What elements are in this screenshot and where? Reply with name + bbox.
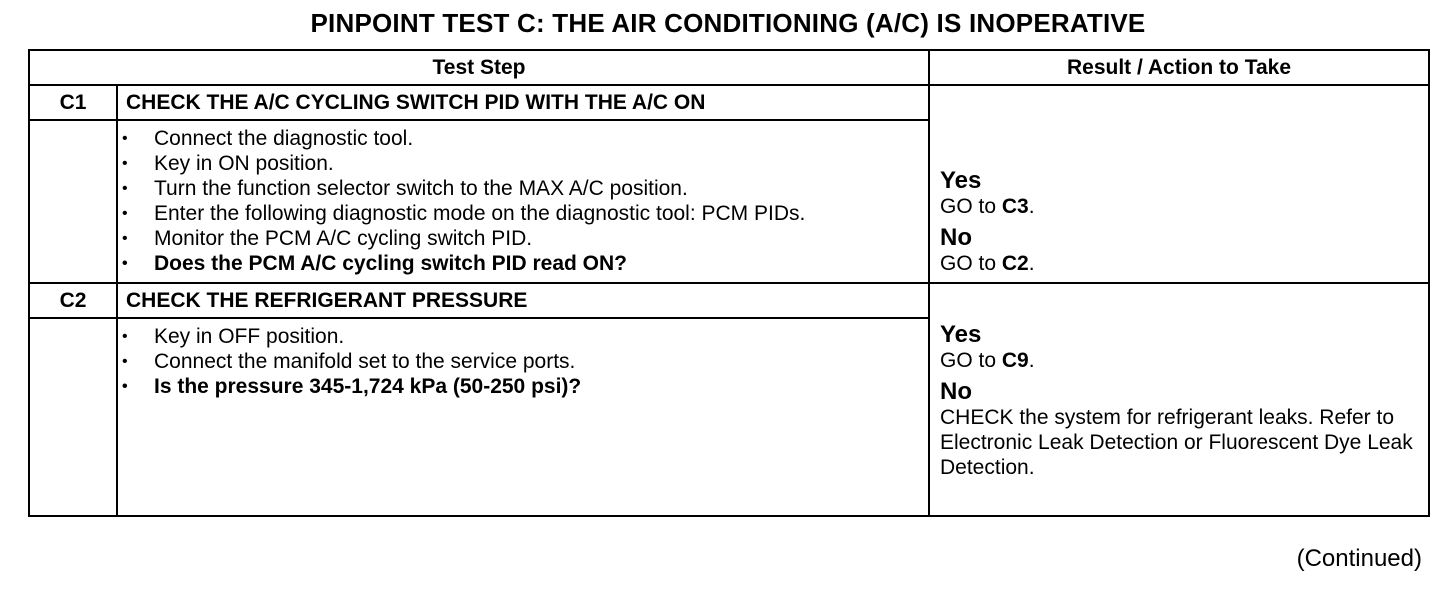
step-c2-body	[117, 318, 929, 516]
step-c2-yes-ref: C9	[1001, 349, 1029, 372]
list-item: • Monitor the PCM A/C cycling switch PID.	[122, 227, 533, 250]
list-item: • Connect the manifold set to the service ports.	[122, 350, 576, 373]
header-test-step: Test Step	[29, 50, 929, 85]
bullet-icon: •	[122, 328, 128, 345]
step-c2-yes-label: Yes	[940, 321, 982, 348]
step-c2-question: • Is the pressure 345-1,724 kPa (50-250 psi)?	[122, 375, 582, 398]
step-c1-no-ref: C2	[1001, 252, 1029, 275]
step-c2-no-action: CHECK the system for refrigerant leaks. Refer to Electronic Leak Detection or Fluorescent Dye Leak Detection.	[940, 406, 1413, 479]
step-c1-yes-label: Yes	[940, 167, 982, 194]
step-c1-id: C1	[29, 85, 117, 120]
step-c1-no-action: GO to C2.	[940, 252, 1035, 275]
list-item: • Connect the diagnostic tool.	[122, 127, 414, 150]
step-c1-title-row	[29, 85, 1429, 120]
step-c2-result	[929, 283, 1429, 516]
step-c2-no-label: No	[940, 378, 972, 405]
list-item: • Key in ON position.	[122, 152, 334, 175]
step-c2-id: C2	[29, 283, 117, 318]
bullet-icon: •	[122, 205, 128, 222]
step-c1-question: • Does the PCM A/C cycling switch PID read ON?	[122, 252, 627, 275]
bullet-icon: •	[122, 180, 128, 197]
bullet-icon: •	[122, 378, 128, 395]
list-item: • Key in OFF position.	[122, 325, 345, 348]
step-c1-yes-action: GO to C3.	[940, 195, 1035, 218]
bullet-icon: •	[122, 130, 128, 147]
step-c1-title: CHECK THE A/C CYCLING SWITCH PID WITH THE A/C ON	[117, 85, 929, 120]
step-c1-no-label: No	[940, 224, 972, 251]
bullet-icon: •	[122, 255, 128, 272]
step-c1-result	[929, 85, 1429, 283]
step-c1-yes-ref: C3	[1001, 195, 1029, 218]
step-c1-body	[117, 120, 929, 283]
list-item: • Turn the function selector switch to the MAX A/C position.	[122, 177, 688, 200]
page-title: PINPOINT TEST C: THE AIR CONDITIONING (A/C) IS INOPERATIVE	[310, 8, 1146, 38]
step-c2-title: CHECK THE REFRIGERANT PRESSURE	[117, 283, 929, 318]
bullet-icon: •	[122, 353, 128, 370]
step-c1-id-spacer	[29, 120, 117, 283]
step-c2-yes-action: GO to C9.	[940, 349, 1035, 372]
header-result: Result / Action to Take	[929, 50, 1429, 85]
list-item: • Enter the following diagnostic mode on the diagnostic tool: PCM PIDs.	[122, 202, 806, 225]
step-c2-id-spacer	[29, 318, 117, 516]
step-c2-title-row	[29, 283, 1429, 318]
bullet-icon: •	[122, 230, 128, 247]
pinpoint-test-table	[28, 49, 1430, 517]
bullet-icon: •	[122, 155, 128, 172]
table-header-row	[29, 50, 1429, 85]
continued-label: (Continued)	[1296, 545, 1422, 572]
